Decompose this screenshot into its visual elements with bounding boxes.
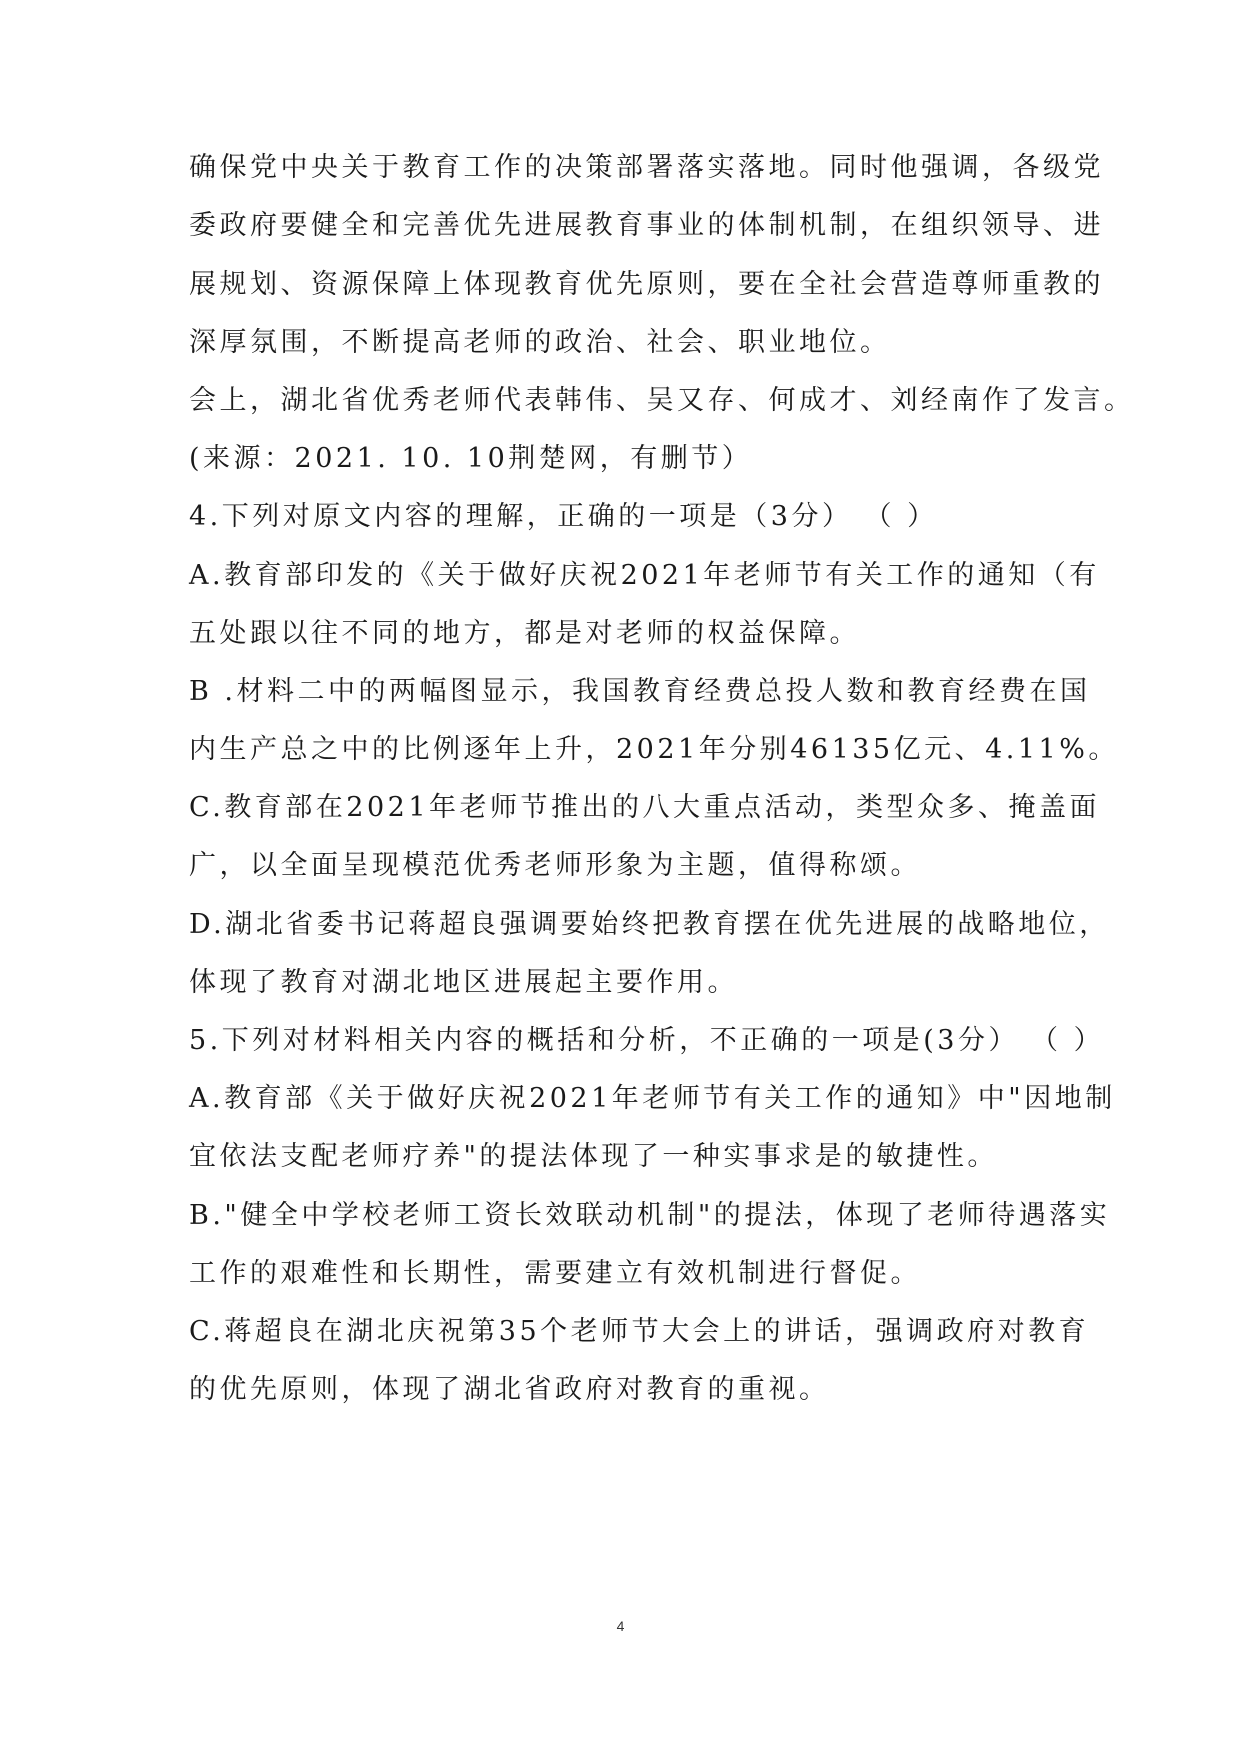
text-line: 委政府要健全和完善优先进展教育事业的体制机制，在组织领导、进 [189,210,1104,241]
text-line: 深厚氛围，不断提高老师的政治、社会、职业地位。 [189,327,891,358]
page-number: 4 [616,1618,625,1634]
text-line: 五处跟以往不同的地方，都是对老师的权益保障。 [189,618,860,649]
text-line: 广，以全面呈现模范优秀老师形象为主题，值得称颂。 [189,850,921,881]
text-line: 的优先原则，体现了湖北省政府对教育的重视。 [189,1374,830,1405]
question-4-option-a: A.教育部印发的《关于做好庆祝2021年老师节有关工作的通知（有 [189,560,1100,591]
text-line: 会上，湖北省优秀老师代表韩伟、吴又存、何成才、刘经南作了发言。 [189,385,1135,416]
text-line: 内生产总之中的比例逐年上升，2021年分别46135亿元、4.11%。 [189,734,1119,765]
question-4-option-c: C.教育部在2021年老师节推出的八大重点活动，类型众多、掩盖面 [189,792,1100,823]
source-citation: (来源：2021. 10. 10荆楚网，有删节） [189,443,753,474]
text-line: 宜依法支配老师疗养"的提法体现了一种实事求是的敏捷性。 [189,1141,998,1172]
question-4-stem: 4.下列对原文内容的理解，正确的一项是（3分） （ ） [189,501,938,532]
question-5-option-a: A.教育部《关于做好庆祝2021年老师节有关工作的通知》中"因地制 [189,1083,1116,1114]
text-line: 体现了教育对湖北地区进展起主要作用。 [189,967,738,998]
question-5-stem: 5.下列对材料相关内容的概括和分析，不正确的一项是(3分） （ ） [189,1025,1105,1056]
question-5-option-c: C.蒋超良在湖北庆祝第35个老师节大会上的讲话，强调政府对教育 [189,1316,1090,1347]
text-line: 工作的艰难性和长期性，需要建立有效机制进行督促。 [189,1258,921,1289]
question-4-option-b: B .材料二中的两幅图显示，我国教育经费总投人数和教育经费在国 [189,676,1091,707]
text-line: 确保党中央关于教育工作的决策部署落实落地。同时他强调，各级党 [189,152,1104,183]
question-5-option-b: B."健全中学校老师工资长效联动机制"的提法，体现了老师待遇落实 [189,1200,1111,1231]
question-4-option-d: D.湖北省委书记蒋超良强调要始终把教育摆在优先进展的战略地位， [189,909,1110,940]
text-line: 展规划、资源保障上体现教育优先原则，要在全社会营造尊师重教的 [189,269,1104,300]
